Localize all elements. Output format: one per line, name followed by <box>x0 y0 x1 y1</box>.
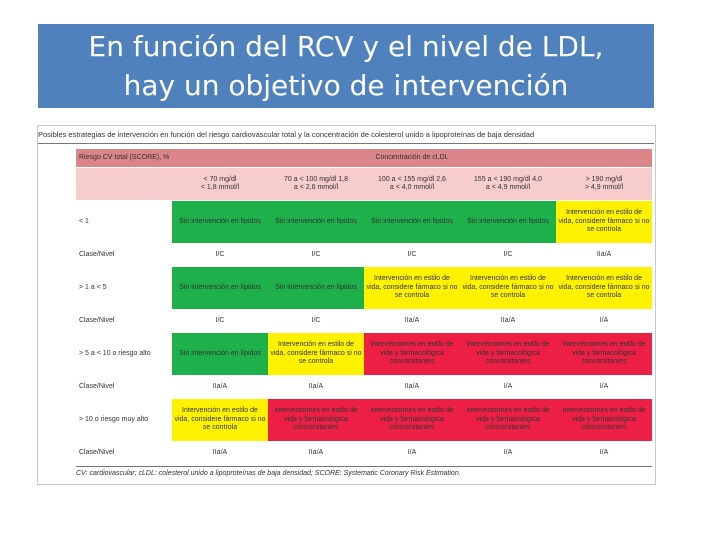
intervention-cell: Intervenciones en estilo de vida y farmacológica concomitantes <box>460 399 556 442</box>
class-row <box>76 376 652 399</box>
ldl-range-header: 70 a < 100 mg/dl 1,8 a < 2,6 mmol/l <box>268 168 364 201</box>
intervention-cell: Intervenciones en estilo de vida y farmacológica concomitantes <box>364 399 460 442</box>
class-level-value: I/A <box>556 442 652 465</box>
class-level-value: IIa/A <box>172 376 268 399</box>
class-level-value: I/C <box>364 244 460 267</box>
slide-title <box>38 24 654 108</box>
class-row <box>76 244 652 267</box>
class-level-value: IIa/A <box>556 244 652 267</box>
class-level-value: I/A <box>556 310 652 333</box>
intervention-cell: Intervención en estilo de vida, considere fármaco si no se controla <box>556 267 652 310</box>
class-level-value: I/C <box>172 310 268 333</box>
class-level-label: Clase/Nivel <box>76 310 172 333</box>
intervention-cell: Sin intervención en lípidos <box>172 267 268 310</box>
class-level-value: IIa/A <box>460 310 556 333</box>
header-ldl-label: Concentración de cLDL <box>172 149 652 168</box>
intervention-cell: Sin intervención en lípidos <box>172 333 268 376</box>
intervention-cell: Intervención en estilo de vida, considere fármaco si no se controla <box>172 399 268 442</box>
risk-label: < 1 <box>76 201 172 244</box>
header-row-ldl-ranges <box>76 168 652 201</box>
intervention-table <box>76 149 652 465</box>
intervention-cell: Sin intervención en lípidos <box>268 201 364 244</box>
intervention-cell: Intervenciones en estilo de vida y farmacológica concomitantes <box>364 333 460 376</box>
figure-caption: Posibles estrategias de intervención en función del riesgo cardiovascular total y la concentración de colesterol unido a lipoproteínas de baja densidad <box>38 130 535 139</box>
class-level-value: IIa/A <box>364 376 460 399</box>
class-level-value: I/A <box>556 376 652 399</box>
risk-label: > 10 o riesgo muy alto <box>76 399 172 442</box>
risk-row <box>76 267 652 310</box>
intervention-cell: Intervenciones en estilo de vida y farmacológica concomitantes <box>556 333 652 376</box>
intervention-cell: Intervención en estilo de vida, considere fármaco si no se controla <box>364 267 460 310</box>
class-level-value: IIa/A <box>172 442 268 465</box>
class-level-label: Clase/Nivel <box>76 244 172 267</box>
class-level-value: I/C <box>460 244 556 267</box>
class-level-value: I/C <box>172 244 268 267</box>
class-level-value: I/A <box>460 442 556 465</box>
class-level-label: Clase/Nivel <box>76 442 172 465</box>
caption-divider <box>38 143 654 144</box>
class-level-value: I/A <box>460 376 556 399</box>
ldl-range-header: > 190 mg/dl > 4,9 mmol/l <box>556 168 652 201</box>
intervention-cell: Intervención en estilo de vida, considere fármaco si no se controla <box>460 267 556 310</box>
class-level-value: IIa/A <box>268 442 364 465</box>
header-row-primary <box>76 149 652 168</box>
class-level-label: Clase/Nivel <box>76 376 172 399</box>
footnote-divider <box>76 466 652 467</box>
ldl-range-header: 155 a < 190 mg/dl 4,0 a < 4,9 mmol/l <box>460 168 556 201</box>
class-level-value: IIa/A <box>364 310 460 333</box>
table-footnote: CV: cardiovascular; cLDL: colesterol unido a lipoproteínas de baja densidad; SCORE: Systematic Coronary Risk Estimation. <box>76 470 461 477</box>
class-level-value: I/C <box>268 310 364 333</box>
intervention-cell: Sin intervención en lípidos <box>172 201 268 244</box>
header-empty-cell <box>76 168 172 201</box>
ldl-range-header: < 70 mg/dl < 1,8 mmol/l <box>172 168 268 201</box>
class-row <box>76 442 652 465</box>
risk-row <box>76 399 652 442</box>
intervention-cell: Intervención en estilo de vida, considere fármaco si no se controla <box>268 333 364 376</box>
slide-title-line-1: En función del RCV y el nivel de LDL, <box>88 30 604 63</box>
header-risk-label: Riesgo CV total (SCORE), % <box>76 149 172 168</box>
ldl-range-header: 100 a < 155 mg/dl 2,6 a < 4,0 mmol/l <box>364 168 460 201</box>
intervention-cell: Intervenciones en estilo de vida y farmacológica concomitantes <box>460 333 556 376</box>
intervention-cell: Intervenciones en estilo de vida y farmacológica concomitantes <box>556 399 652 442</box>
risk-label: > 5 a < 10 o riesgo alto <box>76 333 172 376</box>
class-row <box>76 310 652 333</box>
intervention-cell: Sin intervención en lípidos <box>460 201 556 244</box>
intervention-cell: Intervención en estilo de vida, considere fármaco si no se controla <box>556 201 652 244</box>
slide-title-line-2: hay un objetivo de intervención <box>123 69 569 102</box>
risk-row <box>76 201 652 244</box>
risk-label: > 1 a < 5 <box>76 267 172 310</box>
intervention-cell: Sin intervención en lípidos <box>268 267 364 310</box>
intervention-cell: Intervenciones en estilo de vida y farmacológica concomitantes <box>268 399 364 442</box>
class-level-value: I/C <box>268 244 364 267</box>
intervention-cell: Sin intervención en lípidos <box>364 201 460 244</box>
risk-row <box>76 333 652 376</box>
class-level-value: I/A <box>364 442 460 465</box>
class-level-value: IIa/A <box>268 376 364 399</box>
